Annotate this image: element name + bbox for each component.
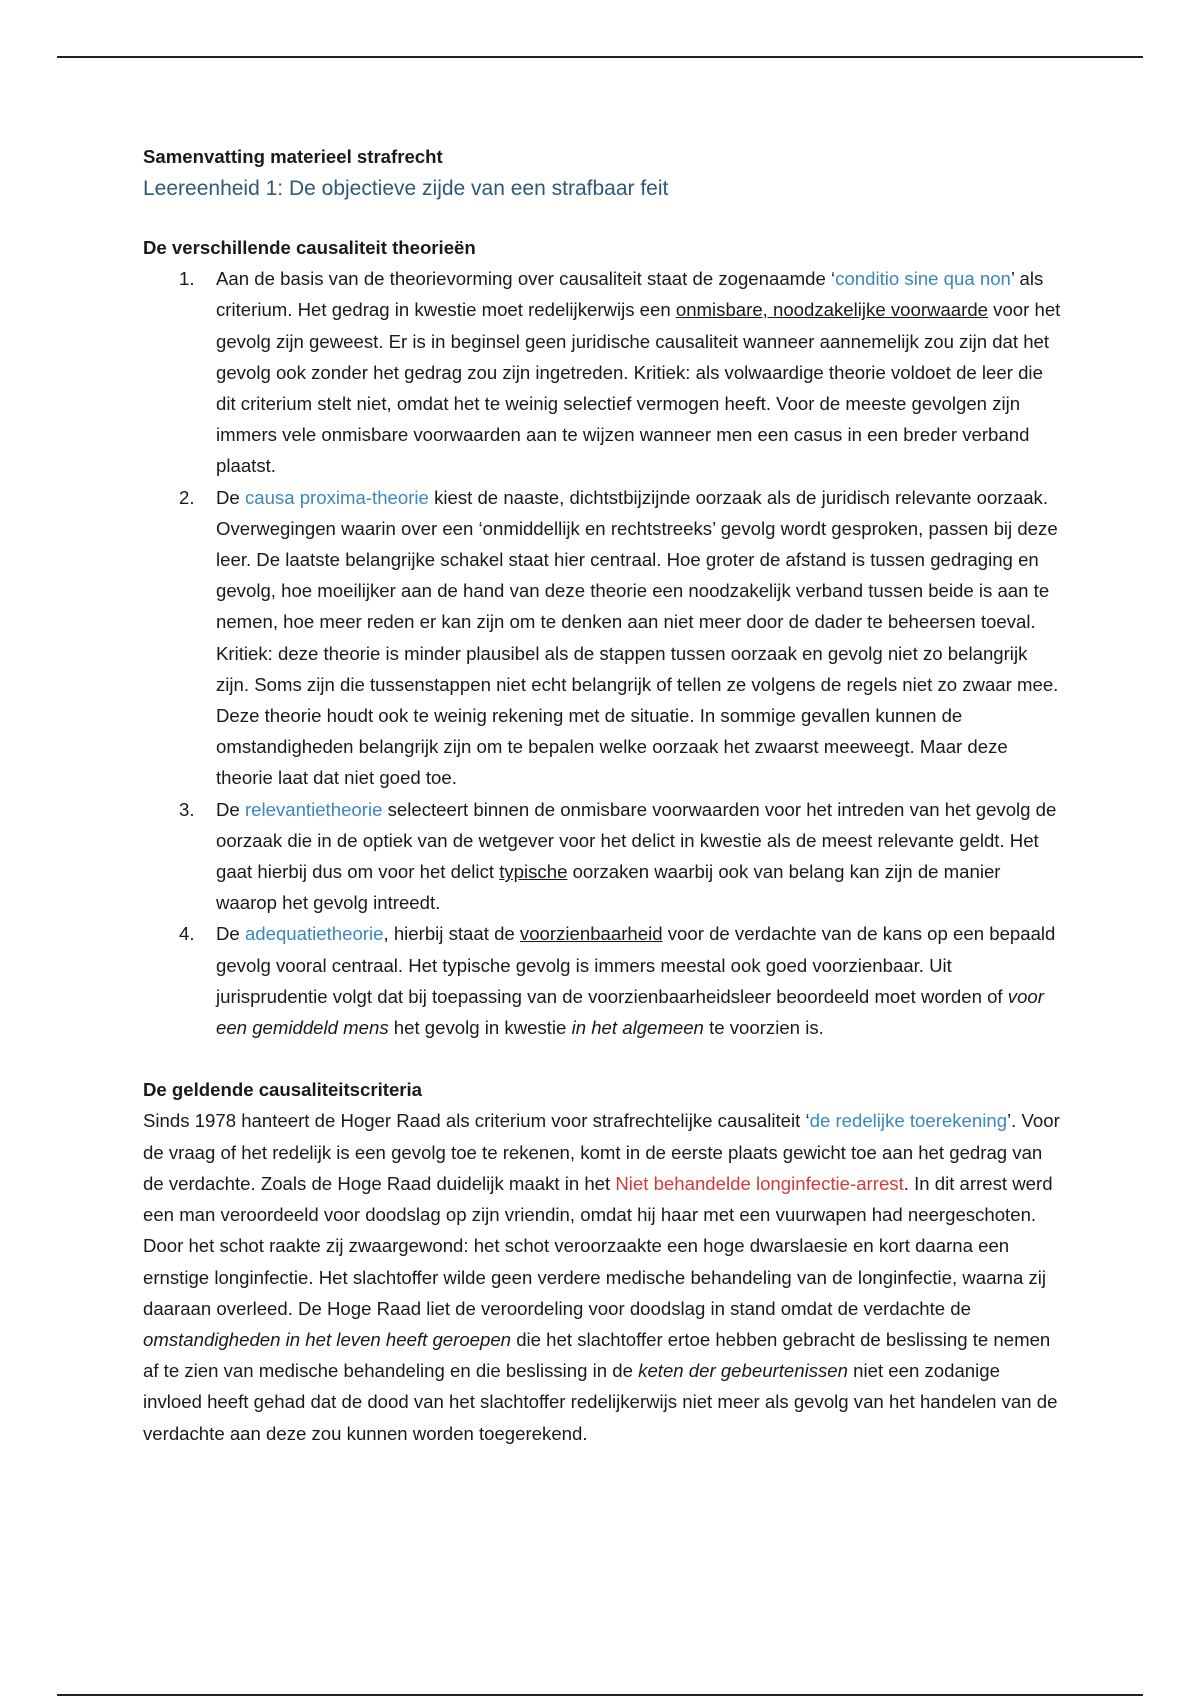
italic-phrase: voor een gemiddeld mens	[216, 985, 1044, 1039]
list-item: 2. De causa proxima-theorie kiest de naaste, dichtstbijzijnde oorzaak als de juridisch relevante oorzaak. Overwegingen waarin over een ‘onmiddellijk en rechtstreeks’ gevolg wordt gesproken, passen bij deze leer. De laatste belangrijke schakel staat hier centraal. Hoe groter de afstand is tussen gedraging en gevolg, hoe moeilijker aan de hand van deze theorie een noodzakelijk verband tussen beide is aan te nemen, hoe meer reden er kan zijn om te denken aan niet meer door de dader te beheersen toeval. Kritiek: deze theorie is minder plausibel als de stappen tussen oorzaak en gevolg niet zo belangrijk zijn. Soms zijn die tussenstappen niet echt belangrijk of tellen ze volgens de regels niet zo zwaar mee. Deze theorie houdt ook te weinig rekening met de situatie. In sommige gevallen kunnen de omstandigheden belangrijk zijn om te bepalen welke oorzaak het zwaarst meeweegt. Maar deze theorie laat dat niet goed toe.	[143, 482, 1063, 794]
italic-phrase: omstandigheden in het leven heeft geroepen	[143, 1328, 512, 1350]
term-link: causa proxima-theorie	[244, 486, 429, 508]
list-item: 1. Aan de basis van de theorievorming over causaliteit staat de zogenaamde ‘conditio sine qua non’ als criterium. Het gedrag in kwestie moet redelijkerwijs een onmisbare, noodzakelijke voorwaarde voor het gevolg zijn geweest. Er is in beginsel geen juridische causaliteit wanneer aannemelijk zou zijn dat het gevolg ook zonder het gedrag zou zijn ingetreden. Kritiek: als volwaardige theorie voldoet de leer die dit criterium stelt niet, omdat het te weinig selectief vermogen heeft. Voor de meeste gevolgen zijn immers vele onmisbare voorwaarden aan te wijzen wanneer men een casus in een breder verband plaatst.	[143, 263, 1063, 481]
underlined-term: voorzienbaarheid	[519, 923, 663, 945]
document-subtitle: Leereenheid 1: De objectieve zijde van een strafbaar feit	[143, 177, 669, 200]
italic-phrase: in het algemeen	[571, 1017, 704, 1039]
term-link: de redelijke toerekening	[809, 1110, 1008, 1132]
footer-rule	[57, 1694, 1143, 1696]
theories-list	[143, 263, 1063, 1043]
list-number: 1.	[179, 268, 195, 290]
list-item: 3. De relevantietheorie selecteert binnen de onmisbare voorwaarden voor het intreden van het gevolg de oorzaak die in de optiek van de wetgever voor het delict in kwestie als de meest relevante geldt. Het gaat hierbij dus om voor het delict typische oorzaken waarbij ook van belang kan zijn de manier waarop het gevolg intreedt.	[143, 794, 1063, 919]
term-link: relevantietheorie	[244, 798, 383, 820]
list-number: 3.	[179, 798, 195, 820]
section-heading-theories: De verschillende causaliteit theorieën	[143, 237, 476, 258]
list-number: 4.	[179, 923, 195, 945]
section-criteria	[143, 1074, 1063, 1448]
term-link: adequatietheorie	[244, 923, 384, 945]
list-number: 2.	[179, 486, 195, 508]
italic-phrase: keten der gebeurtenissen	[638, 1360, 848, 1382]
underlined-term: onmisbare, noodzakelijke voorwaarde	[675, 299, 988, 321]
document-page	[143, 142, 1063, 1449]
term-link: conditio sine qua non	[835, 268, 1011, 290]
underlined-term: typische	[499, 861, 568, 883]
list-item: 4. De adequatietheorie, hierbij staat de voorzienbaarheid voor de verdachte van de kans op een bepaald gevolg vooral centraal. Het typische gevolg is immers meestal ook goed voorzienbaar. Uit jurisprudentie volgt dat bij toepassing van de voorzienbaarheidsleer beoordeeld moet worden of voor een gemiddeld mens het gevolg in kwestie in het algemeen te voorzien is.	[143, 918, 1063, 1043]
header-rule	[57, 56, 1143, 58]
document-title: Samenvatting materieel strafrecht	[143, 146, 443, 167]
section-heading-criteria: De geldende causaliteitscriteria	[143, 1079, 423, 1101]
criteria-paragraph: Sinds 1978 hanteert de Hoger Raad als criterium voor strafrechtelijke causaliteit ‘de redelijke toerekening’. Voor de vraag of het redelijk is een gevolg toe te rekenen, komt in de eerste plaats gewicht toe aan het gedrag van de verdachte. Zoals de Hoge Raad duidelijk maakt in het Niet behandelde longinfectie-arrest. In dit arrest werd een man veroordeeld voor doodslag op zijn vriendin, omdat hij haar met een vuurwapen had neergeschoten. Door het schot raakte zij zwaargewond: het schot veroorzaakte een hoge dwarslaesie en kort daarna een ernstige longinfectie. Het slachtoffer wilde geen verdere medische behandeling van de longinfectie, waarna zij daaraan overleed. De Hoge Raad liet de veroordeling voor doodslag in stand omdat de verdachte de omstandigheden in het leven heeft geroepen die het slachtoffer ertoe hebben gebracht de beslissing te nemen af te zien van medische behandeling en die beslissing in de keten der gebeurtenissen niet een zodanige invloed heeft gehad dat de dood van het slachtoffer redelijkerwijs niet meer als gevolg van het handelen van de verdachte aan deze zou kunnen worden toegerekend.	[143, 1110, 1060, 1444]
case-reference: Niet behandelde longinfectie-arrest	[615, 1172, 904, 1194]
